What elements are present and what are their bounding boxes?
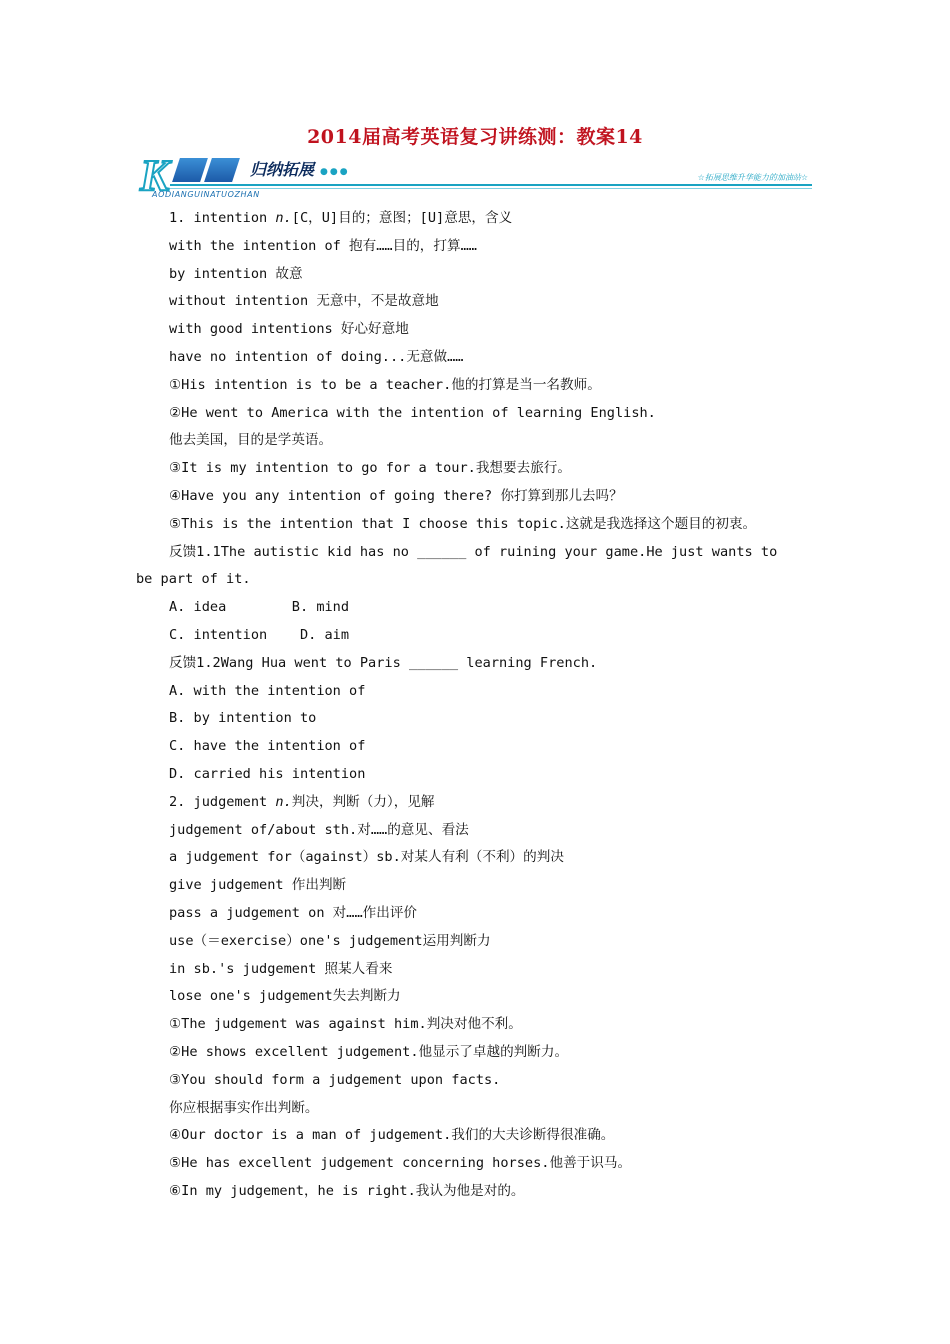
- line-text: without intention 无意中，不是故意地: [169, 293, 439, 310]
- text-line: [136, 1011, 816, 1039]
- line-text: ③It is my intention to go for a tour.我想要去旅行。: [169, 460, 571, 477]
- banner-dots: ●●●: [320, 167, 350, 177]
- line-text: with the intention of 抱有……目的，打算……: [169, 237, 477, 254]
- text-line: [136, 261, 816, 289]
- line-text-definition: 判决，判断（力），见解: [291, 793, 435, 810]
- line-text: use（＝exercise）one's judgement运用判断力: [169, 932, 491, 949]
- line-text-definition: [C，U]目的；意图；[U]意思，含义: [291, 210, 513, 226]
- text-line: [136, 900, 816, 928]
- text-line: [136, 1178, 816, 1206]
- text-line: [136, 1067, 816, 1095]
- text-line: [136, 650, 816, 678]
- line-text: lose one's judgement失去判断力: [169, 988, 401, 1005]
- banner-rule-thin: [170, 188, 812, 189]
- line-text: ②He went to America with the intention of learning English.: [169, 404, 656, 421]
- text-line: [136, 956, 816, 984]
- banner-label: 归纳拓展: [242, 158, 322, 182]
- text-line: [136, 400, 816, 428]
- text-line: [136, 678, 816, 706]
- line-text: ④Have you any intention of going there? 你打算到那儿去吗？: [169, 487, 623, 504]
- text-line: [136, 566, 816, 594]
- line-text: C. have the intention of: [169, 738, 366, 755]
- line-text: 他去美国，目的是学英语。: [169, 432, 333, 449]
- line-text: with good intentions 好心好意地: [169, 321, 409, 338]
- banner-letter: K: [140, 151, 170, 200]
- line-text: 1. intention: [169, 210, 276, 226]
- text-line: [136, 427, 816, 455]
- text-line: [136, 844, 816, 872]
- line-text: judgement of/about sth.对……的意见、看法: [169, 821, 469, 838]
- text-line: [136, 539, 816, 567]
- text-line: [136, 622, 816, 650]
- text-line: [136, 455, 816, 483]
- banner-block: [204, 158, 240, 182]
- banner-rule: [170, 184, 812, 186]
- line-text: B. by intention to: [169, 710, 317, 727]
- line-text: 反馈1.1The autistic kid has no ______ of ruining your game.He just wants to: [169, 543, 778, 560]
- text-line: [136, 789, 816, 817]
- line-text: C. intention D. aim: [169, 626, 350, 643]
- line-text: A. idea B. mind: [169, 599, 350, 616]
- part-of-speech: n.: [275, 793, 292, 810]
- line-text: in sb.'s judgement 照某人看来: [169, 960, 393, 977]
- text-line: [136, 928, 816, 956]
- line-text: ②He shows excellent judgement.他显示了卓越的判断力。: [169, 1043, 569, 1060]
- text-line: [136, 705, 816, 733]
- line-text: ①His intention is to be a teacher.他的打算是当一名教师。: [169, 376, 601, 393]
- text-line: [136, 316, 816, 344]
- line-text: ⑤This is the intention that I choose this topic.这就是我选择这个题目的初衷。: [169, 515, 757, 532]
- text-line: [136, 288, 816, 316]
- text-line: [136, 983, 816, 1011]
- text-line: [136, 817, 816, 845]
- line-text: ①The judgement was against him.判决对他不利。: [169, 1016, 522, 1033]
- line-text: 反馈1.2Wang Hua went to Paris ______ learning French.: [169, 654, 598, 671]
- line-text: ③You should form a judgement upon facts.: [169, 1071, 501, 1088]
- text-line: [136, 1122, 816, 1150]
- banner-motto: ☆拓展思维升华能力的加油站☆: [697, 173, 808, 182]
- line-text: by intention 故意: [169, 265, 303, 282]
- line-text: a judgement for（against）sb.对某人有利（不利）的判决: [169, 849, 564, 866]
- line-text: be part of it.: [136, 571, 251, 588]
- line-text: D. carried his intention: [169, 765, 366, 782]
- text-line: [136, 872, 816, 900]
- line-text: give judgement 作出判断: [169, 877, 347, 894]
- line-text: 你应根据事实作出判断。: [169, 1099, 319, 1116]
- text-line: [136, 1150, 816, 1178]
- banner-subtitle: AODIANGUINATUOZHAN: [152, 190, 260, 199]
- text-line: [136, 1095, 816, 1123]
- text-line: [136, 1039, 816, 1067]
- line-text: ⑥In my judgement，he is right.我认为他是对的。: [169, 1182, 525, 1199]
- text-line: [136, 205, 816, 233]
- text-line: [136, 511, 816, 539]
- document-body: [136, 205, 816, 1206]
- line-text: have no intention of doing...无意做……: [169, 348, 464, 365]
- text-line: [136, 761, 816, 789]
- line-text: ④Our doctor is a man of judgement.我们的大夫诊断得很准确。: [169, 1127, 615, 1144]
- banner-blocks: [176, 158, 236, 182]
- line-text: pass a judgement on 对……作出评价: [169, 904, 418, 921]
- part-of-speech: n.: [275, 210, 292, 226]
- text-line: [136, 594, 816, 622]
- banner-block: [172, 158, 208, 182]
- text-line: [136, 344, 816, 372]
- line-text: ⑤He has excellent judgement concerning horses.他善于识马。: [169, 1155, 632, 1172]
- text-line: [136, 483, 816, 511]
- text-line: [136, 372, 816, 400]
- text-line: [136, 233, 816, 261]
- section-banner: [140, 151, 812, 200]
- line-text: 2. judgement: [169, 793, 276, 810]
- text-line: [136, 733, 816, 761]
- line-text: A. with the intention of: [169, 682, 366, 699]
- document-title: 2014届高考英语复习讲练测：教案14: [307, 126, 643, 148]
